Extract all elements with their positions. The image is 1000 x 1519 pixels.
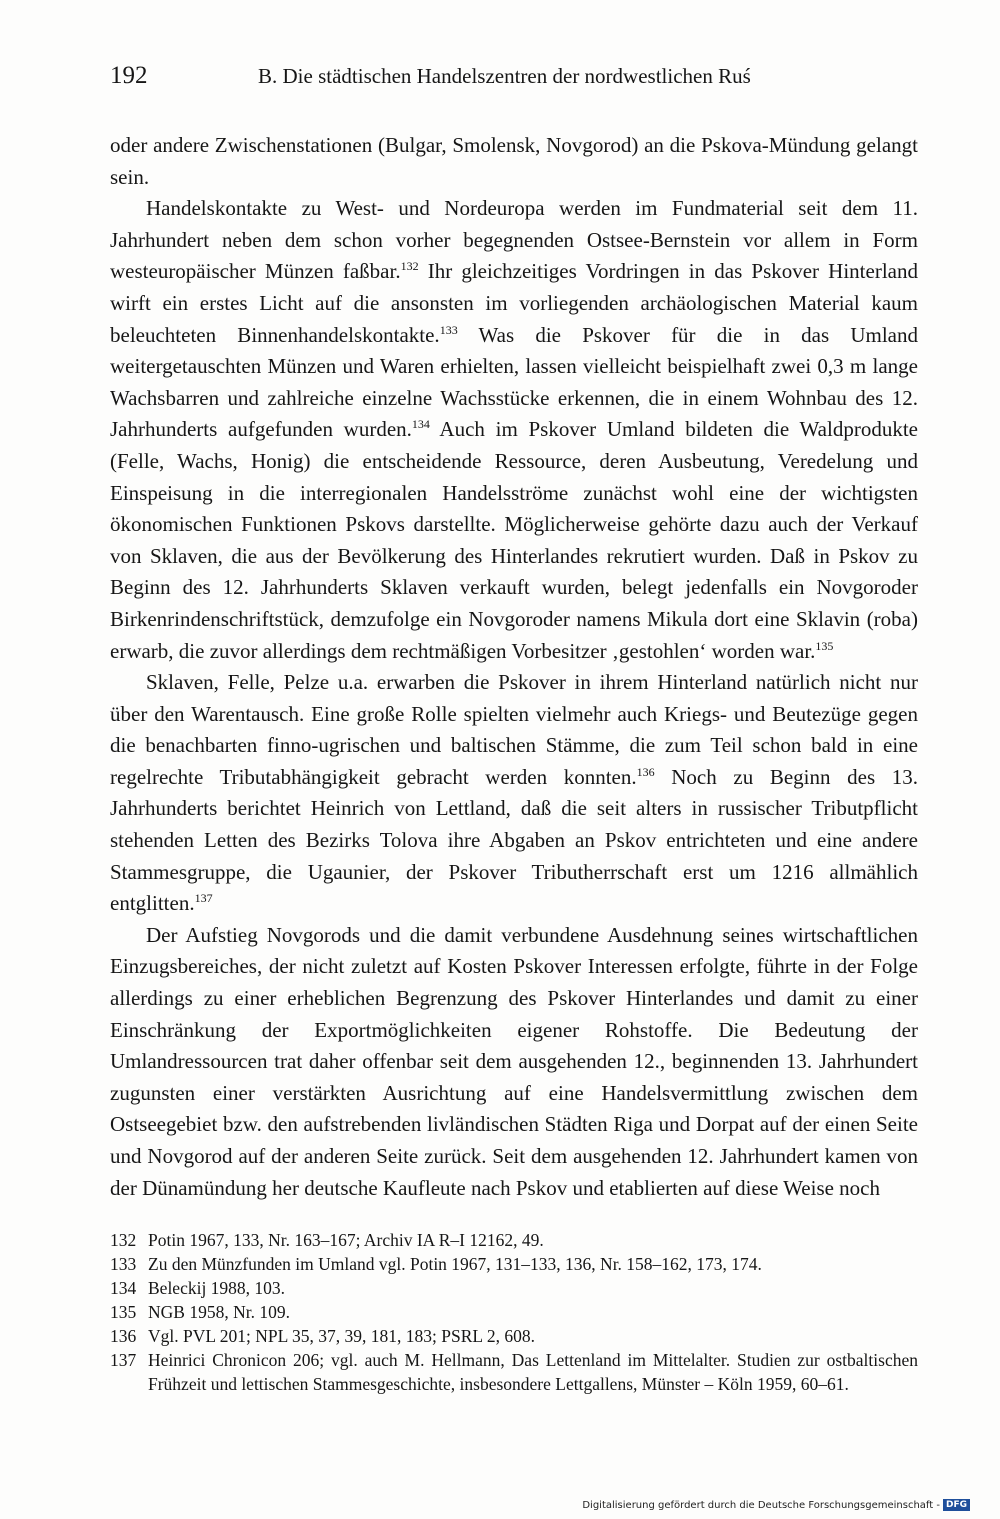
footnote-ref[interactable]: 133 [439,322,458,337]
footnote-number: 135 [110,1302,137,1322]
footnote-ref[interactable]: 137 [194,891,213,906]
paragraph-text: Noch zu Beginn des 13. Jahrhunderts berichtet Heinrich von Lettland, daß die seit alters in russischer Tributpflicht stehenden Letten des Bezirks Tolova ihre Abgaben an Pskov entrichteten und eine andere Stammesgruppe, die Ugaunier, der Pskover Tributherrschaft erst um 1216 allmählich entglitten. [110,764,918,916]
paragraph [110,130,918,193]
paragraph-text: oder andere Zwischenstationen (Bulgar, Smolensk, Novgorod) an die Pskova-Mündung gelangt sein. [110,133,918,189]
paragraph [110,667,918,920]
footnote-text: Zu den Münzfunden im Umland vgl. Potin 1967, 131–133, 136, Nr. 158–162, 173, 174. [148,1254,762,1274]
paragraph-text: Auch im Pskover Umland bildeten die Waldprodukte (Felle, Wachs, Honig) die entscheidende Ressource, deren Ausbeutung, Veredelung und Einspeisung in die interregionalen Handelsströme zunächst wohl eine der wichtigsten ökonomischen Funktionen Pskovs darstellte. Möglicherweise gehörte dazu auch der Verkauf von Sklaven, die aus der Bevölkerung des Hinterlandes rekrutiert wurden. Daß in Pskov zu Beginn des 12. Jahrhunderts Sklaven verkauft wurden, belegt jedenfalls ein Novgoroder Birkenrindenschriftstück, demzufolge ein Novgoroder namens Mikula dort eine Sklavin (roba) erwarb, die zuvor allerdings dem rechtmäßigen Vorbesitzer ‚gestohlen‘ worden war. [110,417,918,663]
digitization-credit [582,1499,970,1511]
footnote [110,1324,918,1348]
page-header [110,62,920,98]
footnote-ref[interactable]: 132 [400,259,419,274]
footnote-text: Beleckij 1988, 103. [148,1278,286,1298]
footnote-number: 134 [110,1278,137,1298]
body-text [110,130,918,1204]
paragraph-text: Was die Pskover für die in das Umland weitergetauschten Münzen und Waren erhielten, lassen vielleicht beispielhaft zwei 0,3 m lange Wachsbarren und zahlreiche einzelne Wachsstücke erkennen, die in einem Wohnbau des 12. Jahrhunderts aufgefunden wurden. [110,322,918,442]
paragraph-text: Der Aufstieg Novgorods und die damit verbundene Ausdehnung seines wirtschaftlichen Einzugsbereiches, der nicht zuletzt auf Kosten Pskover Interessen erfolgte, führte in der Folge allerdings zu einer erheblichen Begrenzung des Pskover Hinterlandes und damit zu einer Einschränkung der Exportmöglichkeiten eigener Rohstoffe. Die Bedeutung der Umlandressourcen trat daher offenbar seit dem ausgehenden 12., beginnenden 13. Jahrhundert zugunsten einer verstärkten Ausrichtung auf eine Handelsvermittlung zwischen dem Ostseegebiet bzw. den aufstrebenden livländischen Städten Riga und Dorpat auf der einen Seite und Novgorod auf der anderen Seite zurück. Seit dem ausgehenden 12. Jahrhundert kamen von der Dünamündung her deutsche Kaufleute nach Pskov und etablierten auf diese Weise noch [110,922,918,1200]
footnote-text: Potin 1967, 133, Nr. 163–167; Archiv IA R–I 12162, 49. [148,1230,544,1250]
footnote [110,1252,918,1276]
footnote-text: Heinrici Chronicon 206; vgl. auch M. Hellmann, Das Lettenland im Mittelalter. Studien zur ostbaltischen Frühzeit und lettischen Stammesgeschichte, insbesondere Lettgallens, Münster – Köln 1959, 60–61. [148,1350,918,1394]
footnote [110,1276,918,1300]
credit-text: Digitalisierung gefördert durch die Deutsche Forschungsgemeinschaft - [582,1499,940,1511]
paragraph-text: Ihr gleichzeitiges Vordringen in das Pskover Hinterland wirft ein erstes Licht auf die ansonsten im vorliegenden archäologischen Material kaum beleuchteten Binnenhandelskontakte. [110,259,918,347]
paragraph-text: Handelskontakte zu West- und Nordeuropa werden im Fundmaterial seit dem 11. Jahrhundert neben dem schon vorher begegnenden Ostsee-Bernstein vor allem in Form westeuropäischer Münzen faßbar. [110,196,918,284]
paragraph-text: Sklaven, Felle, Pelze u.a. erwarben die Pskover in ihrem Hinterland natürlich nicht nur über den Warentausch. Eine große Rolle spielten vielmehr auch Kriegs- und Beutezüge gegen die benachbarten finno-ugrischen und baltischen Stämme, die zum Teil schon bald in eine regelrechte Tributabhängigkeit gebracht werden konnten. [110,670,918,789]
footnote [110,1348,918,1396]
footnote-ref[interactable]: 136 [636,764,655,779]
running-head: B. Die städtischen Handelszentren der nordwestlichen Ruś [258,64,751,88]
footnote-number: 136 [110,1326,137,1346]
page-number: 192 [110,62,148,89]
footnote-text: Vgl. PVL 201; NPL 35, 37, 39, 181, 183; PSRL 2, 608. [148,1326,535,1346]
footnote [110,1228,918,1252]
dfg-logo: DFG [943,1499,970,1511]
footnotes [110,1228,918,1396]
footnote-ref[interactable]: 134 [411,417,430,432]
footnote-ref[interactable]: 135 [815,638,834,653]
footnote [110,1300,918,1324]
footnote-text: NGB 1958, Nr. 109. [148,1302,290,1322]
footnote-number: 137 [110,1350,137,1370]
paragraph [110,193,918,667]
footnote-number: 133 [110,1254,137,1274]
footnote-number: 132 [110,1230,137,1250]
paragraph [110,920,918,1204]
